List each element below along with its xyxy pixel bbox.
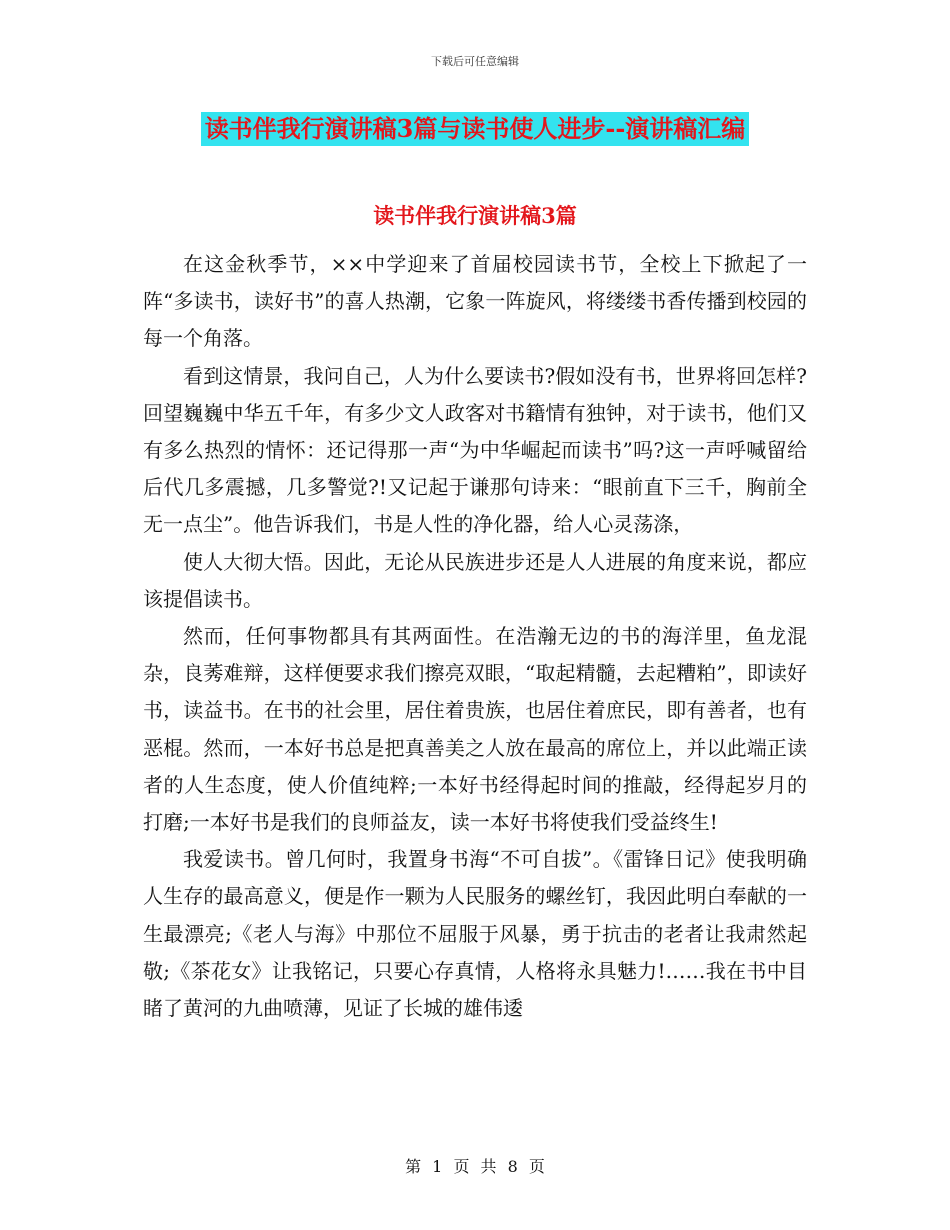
paragraph-3: 使人大彻大悟。因此，无论从民族进步还是人人进展的角度来说，都应该提倡读书。 xyxy=(143,549,807,611)
paragraph-5: 我爱读书。曾几何时，我置身书海“不可自拔”。《雷锋日记》使我明确人生存的最高意义，便是作一颗为人民服务的螺丝钉，我因此明白奉献的一生最漂亮;《老人与海》中那位不屈服于风暴，勇于抗击的老者让我肃然起敬;《茶花女》让我铭记，只要心存真情，人格将永具魅力!……我在书中目睹了黄河的九曲喷薄，见证了长城的雄伟逶 xyxy=(143,847,807,1021)
page-footer: 第 1 页 共 8 页 xyxy=(405,1157,545,1176)
page-header-note: 下载后可任意编辑 xyxy=(431,55,519,68)
paragraph-2: 看到这情景，我问自己，人为什么要读书?假如没有书，世界将回怎样?回望巍巍中华五千年，有多少文人政客对书籍情有独钟，对于读书，他们又有多么热烈的情怀：还记得那一声“为中华崛起而读书”吗?这一声呼喊留给后代几多震撼，几多警觉?!又记起于谦那句诗来：“眼前直下三千，胸前全无一点尘”。他告诉我们，书是人性的净化器，给人心灵荡涤， xyxy=(143,363,807,537)
document-main-title: 读书伴我行演讲稿3篇与读书使人进步--演讲稿汇编 xyxy=(201,112,750,146)
section-title: 读书伴我行演讲稿3篇 xyxy=(373,203,577,228)
body-text xyxy=(143,246,807,1027)
main-title-container xyxy=(0,112,950,146)
paragraph-4: 然而，任何事物都具有其两面性。在浩瀚无边的书的海洋里，鱼龙混杂，良莠难辩，这样便要求我们擦亮双眼，“取起精髓，去起糟粕”，即读好书，读益书。在书的社会里，居住着贵族，也居住着庶民，即有善者，也有恶棍。然而，一本好书总是把真善美之人放在最高的席位上，并以此端正读者的人生态度，使人价值纯粹;一本好书经得起时间的推敲，经得起岁月的打磨;一本好书是我们的良师益友，读一本好书将使我们受益终生! xyxy=(143,624,807,835)
paragraph-1: 在这金秋季节，××中学迎来了首届校园读书节，全校上下掀起了一阵“多读书，读好书”的喜人热潮，它象一阵旋风，将缕缕书香传播到校园的每一个角落。 xyxy=(143,252,807,351)
